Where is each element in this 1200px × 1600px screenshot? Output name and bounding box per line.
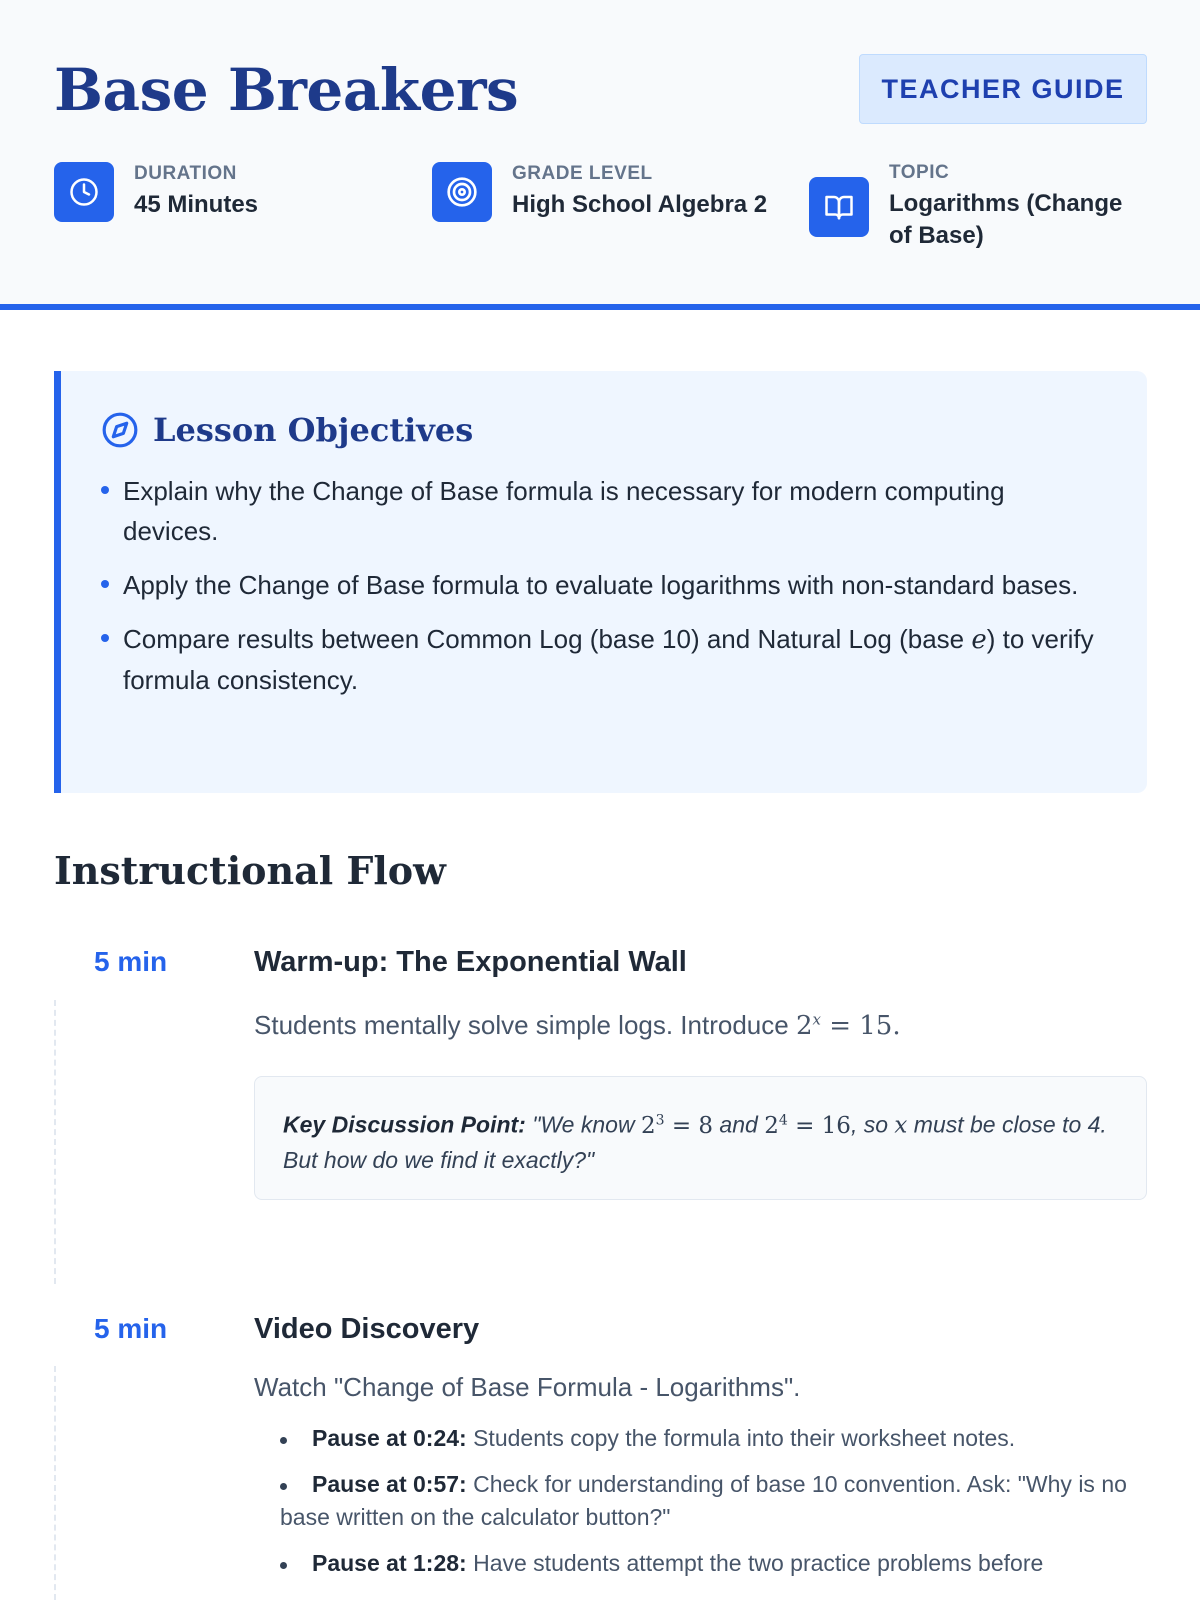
instructional-flow-heading: Instructional Flow [54,848,446,893]
target-icon [432,162,492,222]
page-title: Base Breakers [54,56,519,124]
meta-grade-level-value: High School Algebra 2 [512,191,768,218]
lesson-objectives [54,371,1147,793]
timeline-line [54,1366,56,1600]
meta-grade-level [432,162,767,222]
pause-item: Pause at 0:57: Check for understanding of base 10 convention. Ask: "Why is no base written on the calculator button?" [280,1468,1140,1534]
key-discussion-callout: Key Discussion Point: "We know $2^3 = 8$ and $2^4 = 16$, so x must be close to 4. But how do we find it exactly?" [254,1076,1147,1200]
step-description: Students mentally solve simple logs. Introduce $2^x = 15$. [254,1010,901,1041]
callout-math: $2^4 = 16$ [764,1112,851,1139]
objectives-heading-text: Lesson Objectives [153,411,474,449]
objective-item: Apply the Change of Base formula to evaluate logarithms with non-standard bases. [101,565,1103,605]
video-pause-list [280,1422,1140,1593]
callout-math: x [894,1112,908,1139]
pause-item: Pause at 1:28: Have students attempt the two practice problems before [280,1547,1140,1580]
meta-duration-label: DURATION [134,163,237,184]
step-time: 5 min [94,946,168,977]
compass-icon [101,411,139,449]
objective-math: e [971,625,987,655]
objective-item: Explain why the Change of Base formula is necessary for modern computing devices. [101,471,1103,551]
step-title: Warm-up: The Exponential Wall [254,946,687,978]
meta-topic [809,162,1129,252]
step-description: Watch "Change of Base Formula - Logarithms". [254,1372,801,1402]
objective-text: ) to verify formula consistency. [123,624,1094,695]
meta-duration [54,162,258,222]
callout-label: Key Discussion Point: [283,1111,526,1138]
clock-icon [54,162,114,222]
meta-grade-level-label: GRADE LEVEL [512,163,653,184]
pause-item: Pause at 0:24: Students copy the formula into their worksheet notes. [280,1422,1140,1455]
teacher-guide-badge[interactable]: TEACHER GUIDE [859,54,1147,124]
objective-text: Compare results between Common Log (base 10) and Natural Log (base [123,624,972,654]
callout-math: $2^3 = 8$ [640,1112,714,1139]
page-header [0,0,1200,310]
book-icon [809,177,869,237]
meta-topic-label: TOPIC [889,162,950,183]
timeline-line [54,1000,56,1284]
objective-item [101,619,1103,700]
objectives-list [101,471,1103,700]
step-title: Video Discovery [254,1313,480,1345]
objectives-heading [101,411,1103,449]
meta-topic-value: Logarithms (Change of Base) [889,190,1123,249]
meta-duration-value: 45 Minutes [134,191,259,218]
step-time: 5 min [94,1313,168,1344]
step-math: $2^x = 15$. [795,1010,901,1041]
